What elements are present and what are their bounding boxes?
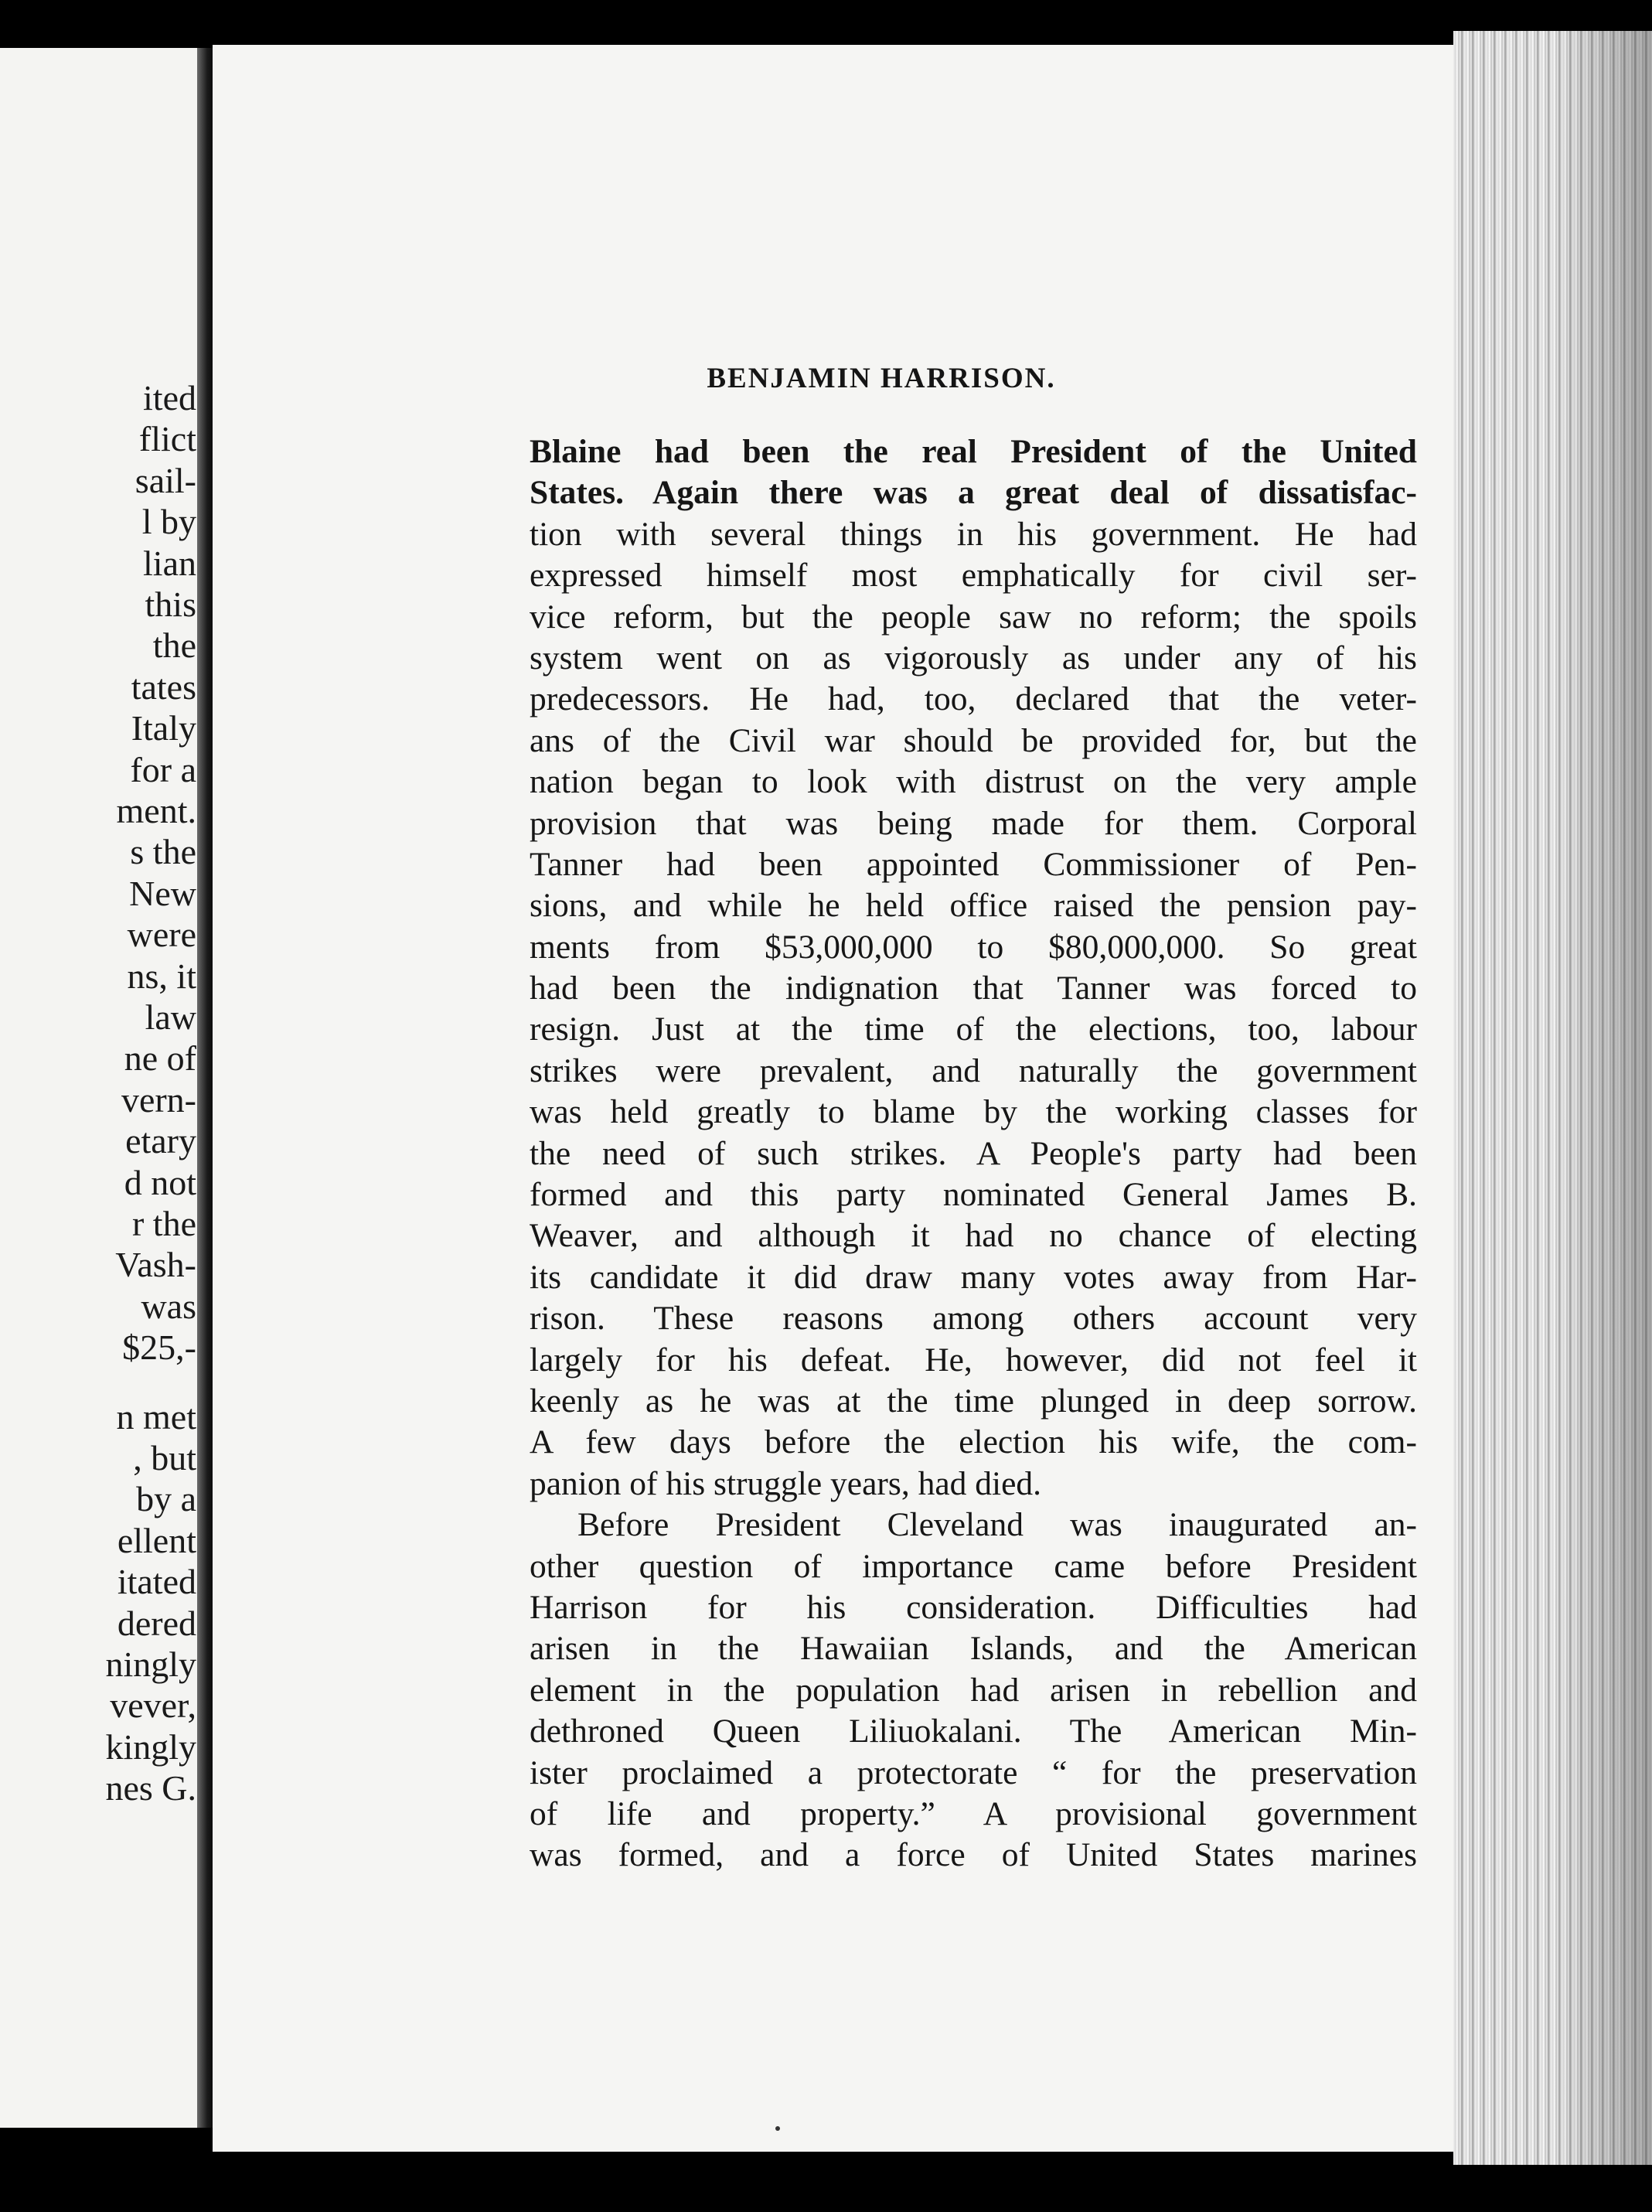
previous-page-fragment: vern- [121, 1079, 196, 1120]
text-line: other question of importance came before President [530, 1547, 1417, 1585]
previous-page-fragment: the [152, 625, 196, 666]
previous-page-fragment: s the [130, 832, 196, 872]
text-line: largely for his defeat. He, however, did not feel it [530, 1341, 1417, 1379]
previous-page-fragment: tates [131, 666, 196, 707]
text-line: Blaine had been the real President of the United [530, 433, 1417, 470]
text-line: States. Again there was a great deal of dissatisfac- [530, 474, 1417, 512]
text-line: was formed, and a force of United States marines [530, 1836, 1417, 1874]
text-line: arisen in the Hawaiian Islands, and the American [530, 1630, 1417, 1668]
text-line: predecessors. He had, too, declared that the veter- [530, 680, 1417, 718]
text-line: provision that was being made for them. Corporal [530, 804, 1417, 842]
previous-page-fragment: law [145, 997, 196, 1037]
text-line: keenly as he was at the time plunged in deep sorrow. [530, 1382, 1417, 1420]
text-line: sions, and while he held office raised the pension pay- [530, 887, 1417, 925]
previous-page-fragment: vever, [110, 1685, 196, 1726]
previous-page-fragment: r the [131, 1204, 196, 1243]
text-line: expressed himself most emphatically for civil ser- [530, 557, 1417, 595]
previous-page-fragment: etary [125, 1121, 196, 1161]
text-line: had been the indignation that Tanner was forced to [530, 970, 1417, 1007]
text-line: its candidate it did draw many votes away from Har- [530, 1258, 1417, 1296]
running-head: BENJAMIN HARRISON. [707, 363, 1056, 394]
previous-page-fragment: dered [117, 1603, 196, 1643]
text-line: rison. These reasons among others account very [530, 1300, 1417, 1338]
text-line: ans of the Civil war should be provided for, but the [530, 721, 1417, 759]
previous-page-fragment: ne of [124, 1038, 196, 1079]
text-line: vice reform, but the people saw no reform; the spoils [530, 598, 1417, 636]
previous-page-fragment: was [141, 1286, 196, 1326]
previous-page-fragment: ment. [116, 791, 196, 830]
text-line: system went on as vigorously as under any of his [530, 639, 1417, 677]
previous-page-fragment: , but [133, 1438, 196, 1478]
book-page [213, 45, 1457, 2152]
previous-page-fragment: for a [130, 749, 196, 789]
book-gutter [197, 48, 214, 2128]
previous-page-fragment: ellent [117, 1520, 196, 1560]
previous-page-fragment: New [129, 873, 196, 913]
previous-page-fragment: kingly [105, 1726, 196, 1767]
previous-page-fragment: $25,- [122, 1328, 196, 1368]
text-line: element in the population had arisen in rebellion and [530, 1671, 1417, 1709]
text-line: Harrison for his consideration. Difficulties had [530, 1588, 1417, 1626]
previous-page-fragment: flict [138, 419, 196, 459]
previous-page-fragment: this [145, 585, 196, 624]
previous-page-fragment: sail- [135, 460, 196, 500]
text-line: the need of such strikes. A People's party had been [530, 1134, 1417, 1172]
text-line: of life and property.” A provisional government [530, 1794, 1417, 1832]
previous-page-fragment: Vash- [115, 1245, 196, 1285]
previous-page-fragment: itated [117, 1562, 196, 1602]
previous-page-fragment: Italy [131, 708, 196, 748]
text-line: dethroned Queen Liliuokalani. The American Min- [530, 1713, 1417, 1750]
previous-page-fragment: by a [136, 1479, 196, 1519]
text-line: resign. Just at the time of the elections, too, labour [530, 1011, 1417, 1048]
previous-page-fragment: ited [143, 378, 196, 418]
body-text [530, 431, 1417, 1876]
previous-page-fragment: were [127, 915, 196, 955]
previous-page-fragment: n met [116, 1396, 196, 1437]
page-block-shadow [1554, 31, 1652, 2165]
text-line: was held greatly to blame by the working classes for [530, 1093, 1417, 1131]
text-line: ister proclaimed a protectorate “ for the preservation [530, 1754, 1417, 1791]
text-line: Tanner had been appointed Commissioner of Pen- [530, 845, 1417, 883]
text-line: ments from $53,000,000 to $80,000,000. So great [530, 928, 1417, 966]
previous-page-fragment: nes G. [105, 1768, 196, 1808]
text-line: nation began to look with distrust on the very ample [530, 763, 1417, 801]
previous-page-edge [0, 48, 203, 2128]
previous-page-fragment: l by [141, 502, 196, 542]
text-line: strikes were prevalent, and naturally the government [530, 1051, 1417, 1089]
text-line: formed and this party nominated General James B. [530, 1176, 1417, 1214]
previous-page-fragment: lian [143, 543, 196, 583]
text-line: Weaver, and although it had no chance of electing [530, 1217, 1417, 1255]
previous-page-fragment: d not [124, 1162, 196, 1202]
text-line: Before President Cleveland was inaugurated an- [577, 1506, 1417, 1544]
text-line: panion of his struggle years, had died. [530, 1464, 1042, 1502]
page-mark-dot [775, 2126, 780, 2131]
text-line: A few days before the election his wife, the com- [530, 1423, 1417, 1461]
previous-page-fragment: ns, it [127, 956, 196, 996]
previous-page-fragment: ningly [105, 1645, 196, 1684]
text-line: tion with several things in his government. He had [530, 515, 1417, 553]
